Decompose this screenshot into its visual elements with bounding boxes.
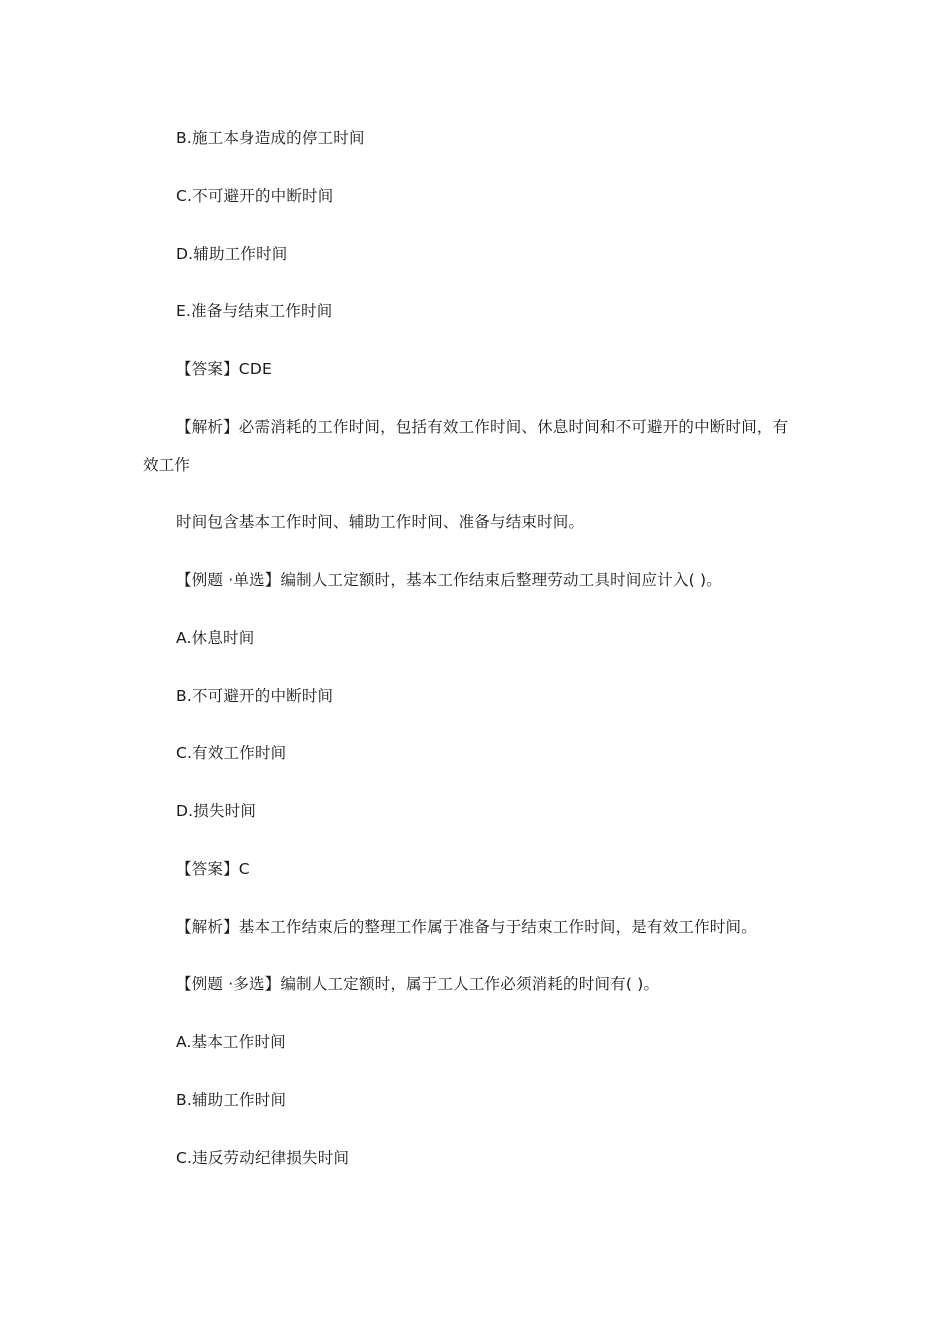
example-question-multiple: 【例题 ·多选】编制人工定额时，属于工人工作必须消耗的时间有( )。 xyxy=(176,975,660,993)
option-c-text: C.有效工作时间 xyxy=(176,744,287,762)
option-b-text: B.施工本身造成的停工时间 xyxy=(176,129,365,147)
option-a-text: A.基本工作时间 xyxy=(176,1033,286,1051)
option-b-text: B.辅助工作时间 xyxy=(176,1091,287,1109)
example-question-single: 【例题 ·单选】编制人工定额时，基本工作结束后整理劳动工具时间应计入( )。 xyxy=(176,571,722,589)
option-d-text: D.损失时间 xyxy=(176,802,257,820)
analysis-text: 【解析】必需消耗的工作时间，包括有效工作时间、休息时间和不可避开的中断时间，有 xyxy=(176,418,789,436)
analysis-text-continued: 效工作 xyxy=(143,456,191,474)
option-a-text: A.休息时间 xyxy=(176,629,255,647)
option-c-text: C.不可避开的中断时间 xyxy=(176,187,334,205)
answer-text: 【答案】C xyxy=(176,860,250,878)
option-c-text: C.违反劳动纪律损失时间 xyxy=(176,1149,350,1167)
option-b-text: B.不可避开的中断时间 xyxy=(176,687,334,705)
option-e-text: E.准备与结束工作时间 xyxy=(176,302,333,320)
option-d-text: D.辅助工作时间 xyxy=(176,245,288,263)
answer-text: 【答案】CDE xyxy=(176,360,272,378)
analysis-text: 【解析】基本工作结束后的整理工作属于准备与于结束工作时间，是有效工作时间。 xyxy=(176,918,757,936)
analysis-text-line2: 时间包含基本工作时间、辅助工作时间、准备与结束时间。 xyxy=(176,513,585,531)
